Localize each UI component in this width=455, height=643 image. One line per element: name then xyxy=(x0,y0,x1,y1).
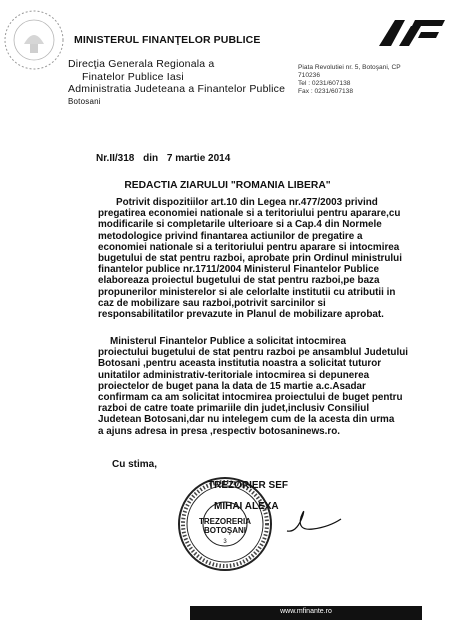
ministry-name: MINISTERUL FINANŢELOR PUBLICE xyxy=(74,34,261,46)
stamp-number: 3 xyxy=(223,539,227,545)
text-line: bugetului de stat pentru razboi, aprobate prin Ordinul ministrului xyxy=(98,253,402,265)
contact-address: Piata Revolutiei nr. 5, Botoşani, CP xyxy=(298,64,401,71)
office-line: Direcţia Generala Regionala a xyxy=(68,58,215,70)
af-logo-icon xyxy=(375,14,447,50)
stamp-line-1: TREZORERIA xyxy=(199,517,251,526)
text-line: unitatilor administrativ-teritoriale intocmirea si depunerea xyxy=(98,369,370,381)
text-line: finantelor publice nr.1711/2004 Ministerul Finantelor Publice xyxy=(98,264,379,276)
footer-bar xyxy=(190,606,422,620)
contact-postal: 710236 xyxy=(298,72,321,80)
text-line: modificarile si completarile ulterioare si a Cap.4 din Normele xyxy=(98,219,382,231)
paragraph-1 xyxy=(98,197,416,320)
signatory-title: TREZORIER SEF xyxy=(208,480,289,491)
footer-url[interactable]: www.mfinante.ro xyxy=(280,608,332,615)
office-line: Finatelor Publice Iasi xyxy=(82,70,184,83)
text-line: metodologice privind finantarea actiunilor de pregatire a xyxy=(98,230,363,242)
text-line: Ministerul Finantelor Publice a solicitat intocmirea xyxy=(110,336,346,347)
letter-title: REDACTIA ZIARULUI "ROMANIA LIBERA" xyxy=(124,180,331,191)
contact-fax: Fax : 0231/607138 xyxy=(298,88,353,96)
text-line: a ajuns adresa in presa ,respectiv botosaninews.ro. xyxy=(98,425,341,437)
text-line: proiectului bugetului de stat pentru razboi pe ansamblul Judetului xyxy=(98,347,408,359)
text-line: economiei nationale si a teritoriului pentru aparare si intocmirea xyxy=(98,241,400,253)
reference-line xyxy=(96,153,236,164)
text-line: propunerilor ministerelor si ale celorlalte institutii cu atributii in xyxy=(98,286,396,298)
contact-phone: Tel : 0231/607138 xyxy=(298,80,351,88)
contact-block xyxy=(298,64,401,96)
reference-date: 7 martie 2014 xyxy=(166,153,231,164)
text-line: Potrivit dispozitiilor art.10 din Legea nr.477/2003 privind xyxy=(116,197,378,208)
paragraph-2 xyxy=(98,336,416,437)
text-line: elaboreaza proiectul bugetului de stat pentru razboi,pe baza xyxy=(98,275,380,287)
signatory-name: MIHAI ALEXA xyxy=(214,501,279,512)
handwritten-signature-icon xyxy=(283,503,345,537)
text-line: confirmam ca am solicitat intocmirea proiectului de buget pentru xyxy=(98,392,403,404)
closing-salutation: Cu stima, xyxy=(112,459,158,470)
text-line: responsabilitatilor prevazute in Planul de mobilizare aprobat. xyxy=(98,309,384,321)
text-line: pregatirea economiei nationale si a teritoriului pentru aparare,cu xyxy=(98,208,401,220)
reference-number: Nr.II/318 xyxy=(96,153,135,164)
reference-word: din xyxy=(143,153,159,164)
text-line: caz de mobilizare sau razboi,potrivit sarcinilor si xyxy=(98,297,326,309)
office-city: Botosani xyxy=(68,96,101,106)
office-line: Administratia Judeteana a Finantelor Publice xyxy=(68,83,286,96)
text-line: Botosani ,pentru aceasta institutia noastra a solicitat tuturor xyxy=(98,358,382,370)
ministry-seal-icon xyxy=(2,8,66,72)
text-line: Judetean Botosani,dar nu intelegem cum de la acesta din urma xyxy=(98,414,395,426)
text-line: proiectelor de buget pana la data de 15 martie a.c.Asadar xyxy=(98,380,366,392)
text-line: razboi de catre toate primariile din judet,inclusiv Consiliul xyxy=(98,403,370,415)
stamp-line-2: BOTOŞANI xyxy=(203,526,247,535)
issuing-office xyxy=(68,58,285,108)
